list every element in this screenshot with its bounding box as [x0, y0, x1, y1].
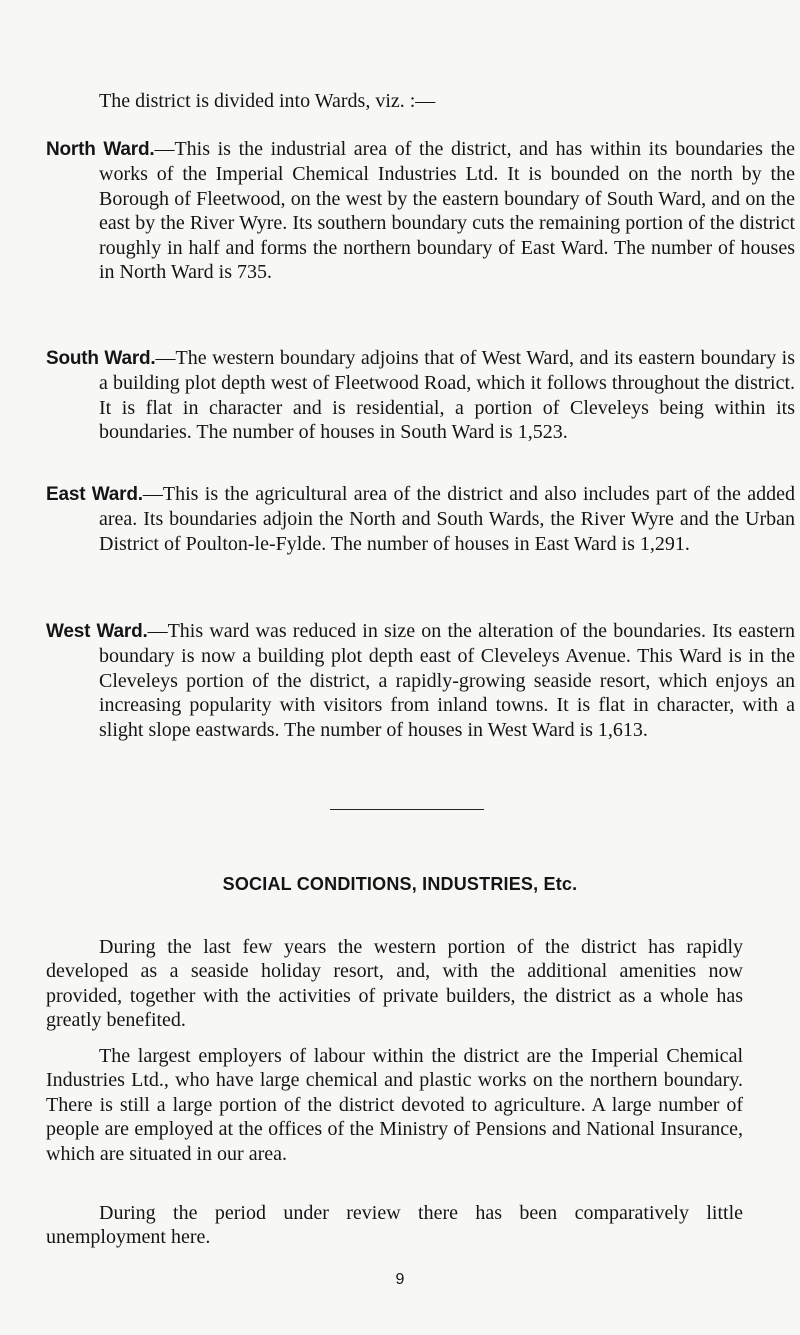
ward-text: —This ward was reduced in size on the alteration of the boundaries. Its eastern boundary is now a building plot depth east of Cleveleys Avenue. This Ward is in the Cleveleys portion of the district, a rapidly-growing seaside resort, which enjoys an increasing popularity with visitors from inland towns. It is flat in character, with a slight slope eastwards. The number of houses in West Ward is 1,613. — [99, 620, 795, 741]
ward-south — [46, 346, 795, 445]
ward-text: —This is the industrial area of the district, and has within its boundaries the works of the Imperial Chemical Industries Ltd. It is bounded on the north by the Borough of Fleetwood, on the west by the eastern boundary of South Ward, and on the east by the River Wyre. Its southern boundary cuts the remaining portion of the district roughly in half and forms the northern boundary of East Ward. The number of houses in North Ward is 735. — [99, 138, 796, 284]
paragraph-employers: The largest employers of labour within the district are the Imperial Chemical Industries Ltd., who have large chemical and plastic works on the northern boundary. There is still a large portion of the district devoted to agriculture. A large number of people are employed at the offices of the Ministry of Pensions and National Insurance, which are situated in our area. — [46, 1045, 743, 1165]
section-heading: SOCIAL CONDITIONS, INDUSTRIES, Etc. — [222, 874, 578, 894]
paragraph-development: During the last few years the western portion of the district has rapidly developed as a seaside holiday resort, and, with the additional amenities now provided, together with the activities of private builders, the district as a whole has greatly benefited. — [46, 936, 743, 1032]
ward-heading: North Ward. — [46, 139, 155, 160]
ward-heading: West Ward. — [46, 621, 148, 642]
ward-heading: East Ward. — [46, 484, 143, 505]
section-divider — [330, 809, 484, 810]
ward-text: —This is the agricultural area of the district and also includes part of the added area. Its boundaries adjoin the North and South Wards, the River Wyre and the Urban District of Poulton-le-Fylde. The number of houses in East Ward is 1,291. — [99, 483, 796, 555]
ward-north — [46, 137, 795, 284]
ward-west — [46, 619, 795, 742]
paragraph-unemployment: During the period under review there has been comparatively little unemployment here. — [46, 1202, 743, 1249]
ward-text: —The western boundary adjoins that of West Ward, and its eastern boundary is a building plot depth west of Fleetwood Road, which it follows throughout the district. It is flat in character and is residential, a portion of Cleveleys being within its boundaries. The number of houses in South Ward is 1,523. — [99, 347, 795, 444]
ward-east — [46, 482, 795, 556]
page-number: 9 — [395, 1271, 405, 1288]
intro-line: The district is divided into Wards, viz. :— — [99, 90, 436, 112]
ward-heading: South Ward. — [46, 348, 156, 369]
